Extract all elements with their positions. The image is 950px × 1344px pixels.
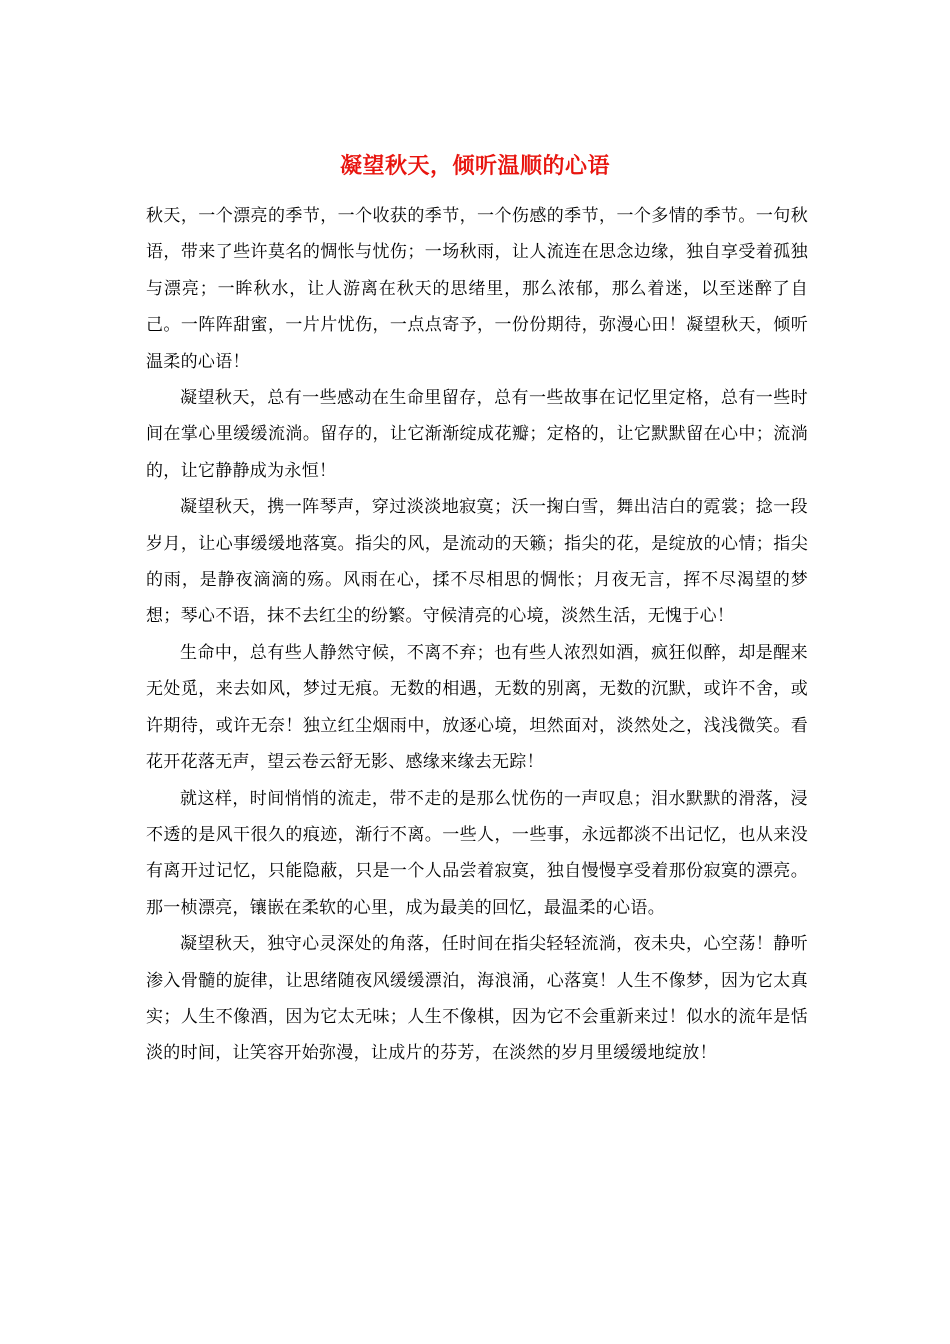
paragraph-4: 生命中，总有些人静然守候，不离不弃；也有些人浓烈如酒，疯狂似醉，却是醒来无处觅，来去如风，梦过无痕。无数的相遇，无数的别离，无数的沉默，或许不舍，或许期待，或许无奈！独立红尘烟雨中，放逐心境，坦然面对，淡然处之，浅浅微笑。看花开花落无声，望云卷云舒无影、感缘来缘去无踪！ bbox=[146, 642, 808, 773]
paragraph-5: 就这样，时间悄悄的流走，带不走的是那么忧伤的一声叹息；泪水默默的滑落，浸不透的是风干很久的痕迹，渐行不离。一些人，一些事，永远都淡不出记忆，也从来没有离开过记忆，只能隐蔽，只是一个人品尝着寂寞，独自慢慢享受着那份寂寞的漂亮。那一桢漂亮，镶嵌在柔软的心里，成为最美的回忆，最温柔的心语。 bbox=[146, 788, 808, 918]
document-body bbox=[146, 198, 808, 1072]
paragraph-3: 凝望秋天，携一阵琴声，穿过淡淡地寂寞；沃一掬白雪，舞出洁白的霓裳；捻一段岁月，让心事缓缓地落寞。指尖的风，是流动的天籁；指尖的花，是绽放的心情；指尖的雨，是静夜滴滴的殇。风雨在心，揉不尽相思的惆怅；月夜无言，挥不尽渴望的梦想；琴心不语，抹不去红尘的纷繁。守候清亮的心境，淡然生活，无愧于心！ bbox=[146, 497, 808, 627]
document-title: 凝望秋天，倾听温顺的心语 bbox=[339, 154, 610, 179]
paragraph-2: 凝望秋天，总有一些感动在生命里留存，总有一些故事在记忆里定格，总有一些时间在掌心里缓缓流淌。留存的，让它渐渐绽成花瓣；定格的，让它默默留在心中；流淌的，让它静静成为永恒！ bbox=[146, 388, 808, 481]
paragraph-6: 凝望秋天，独守心灵深处的角落，任时间在指尖轻轻流淌，夜未央，心空荡！静听渗入骨髓的旋律，让思绪随夜风缓缓漂泊，海浪涌，心落寞！人生不像梦，因为它太真实；人生不像酒，因为它太无味；人生不像棋，因为它不会重新来过！似水的流年是恬淡的时间，让笑容开始弥漫，让成片的芬芳，在淡然的岁月里缓缓地绽放！ bbox=[146, 934, 808, 1064]
paragraph-1: 秋天，一个漂亮的季节，一个收获的季节，一个伤感的季节，一个多情的季节。一句秋语，带来了些许莫名的惆怅与忧伤；一场秋雨，让人流连在思念边缘，独自享受着孤独与漂亮；一眸秋水，让人游离在秋天的思绪里，那么浓郁，那么着迷，以至迷醉了自己。一阵阵甜蜜，一片片忧伤，一点点寄予，一份份期待，弥漫心田！凝望秋天，倾听温柔的心语！ bbox=[146, 206, 808, 372]
